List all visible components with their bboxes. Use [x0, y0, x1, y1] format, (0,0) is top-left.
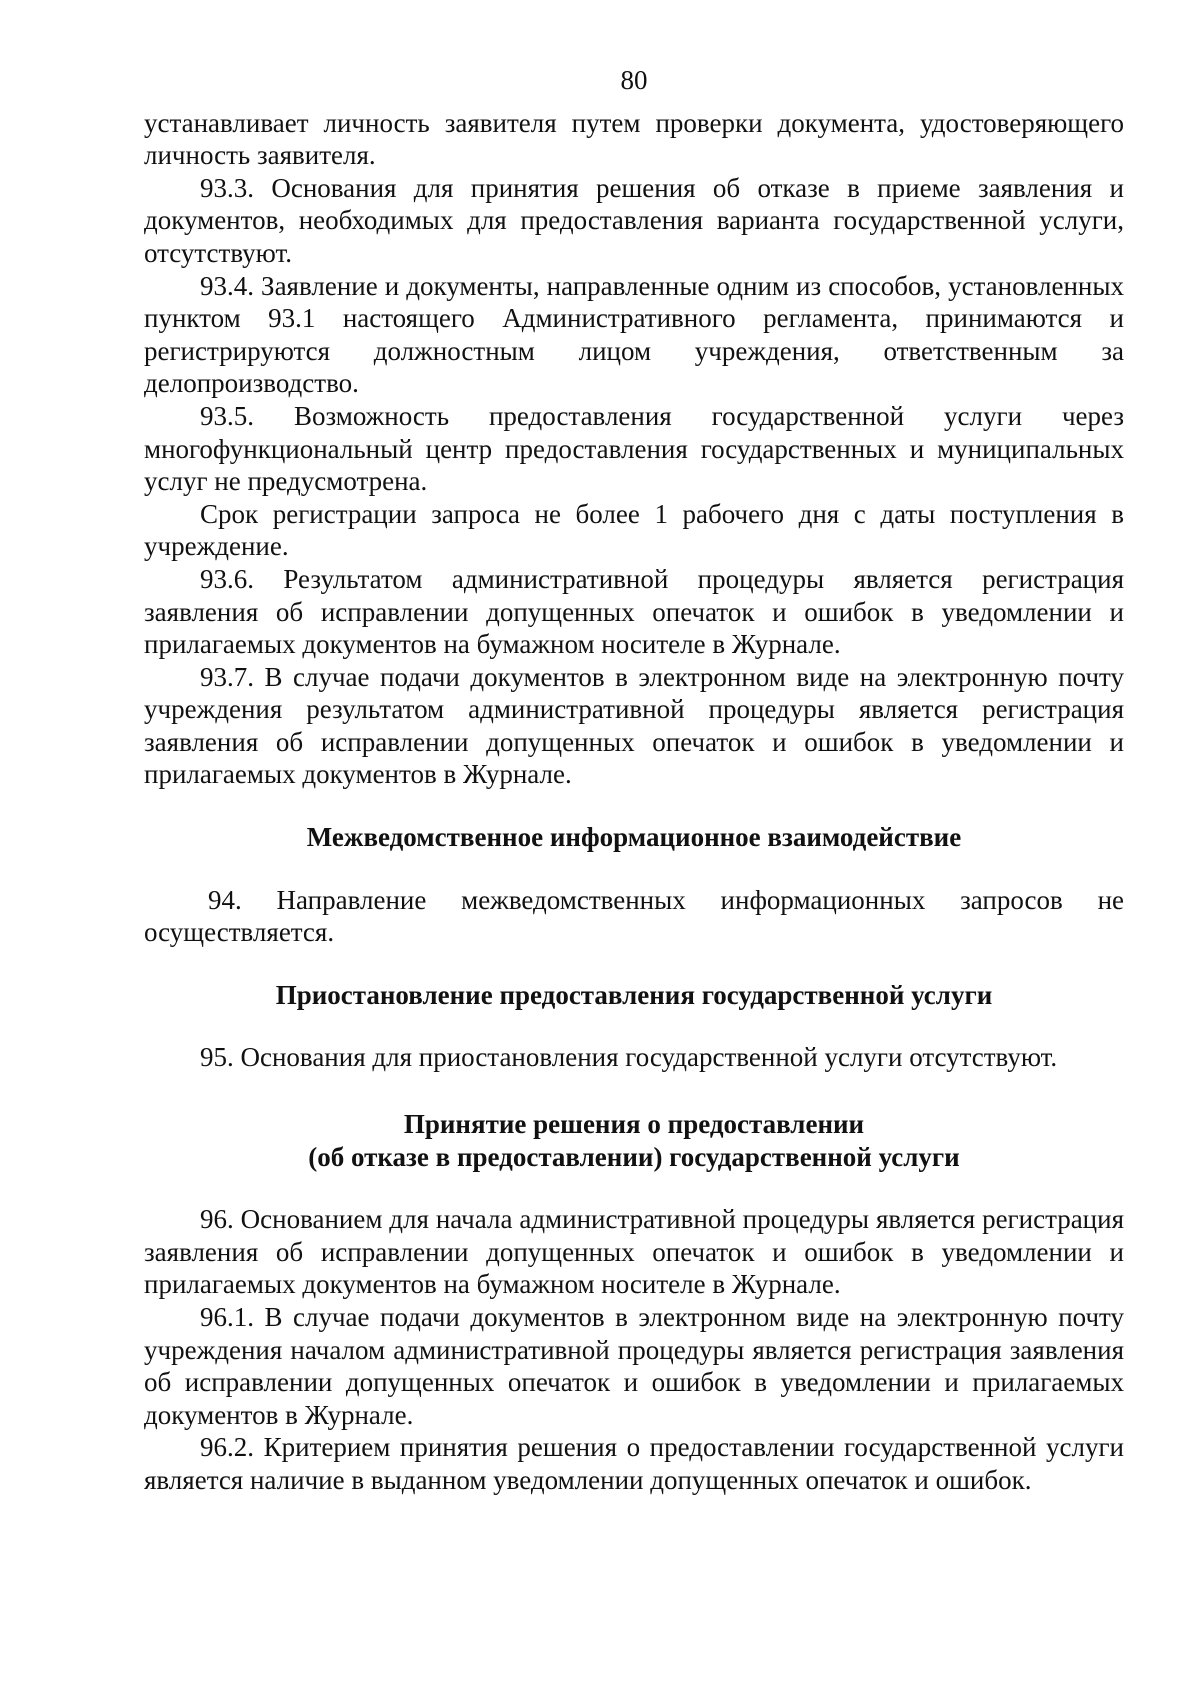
- paragraph-94: 94. Направление межведомственных информационных запросов не осуществляется.: [144, 884, 1124, 948]
- paragraph-93-4: 93.4. Заявление и документы, направленные одним из способов, установленных пунктом 93.1 настоящего Административного регламента, принимаются и регистрируются должностным лицом учреждения, ответственным за делопроизводство.: [144, 270, 1124, 399]
- document-page: [144, 64, 1124, 1497]
- heading-suspension: Приостановление предоставления государственной услуги: [275, 979, 993, 1010]
- paragraph-93-5: 93.5. Возможность предоставления государственной услуги через многофункциональный центр предоставления государственных и муниципальных услуг не предусмотрена.: [144, 400, 1124, 497]
- paragraph-continuation: устанавливает личность заявителя путем проверки документа, удостоверяющего личность заявителя.: [144, 107, 1124, 171]
- paragraph-96-1: 96.1. В случае подачи документов в электронном виде на электронную почту учреждения началом административной процедуры является регистрация заявления об исправлении допущенных опечаток и ошибок в уведомлении и прилагаемых документов в Журнале.: [144, 1302, 1124, 1430]
- paragraph-95: 95. Основания для приостановления государственной услуги отсутствуют.: [200, 1042, 1058, 1073]
- paragraph-93-7: 93.7. В случае подачи документов в электронном виде на электронную почту учреждения результатом административной процедуры является регистрация заявления об исправлении допущенных опечаток и ошибок в уведомлении и прилагаемых документов в Журнале.: [144, 661, 1124, 790]
- paragraph-96: 96. Основанием для начала административной процедуры является регистрация заявления об исправлении допущенных опечаток и ошибок в уведомлении и прилагаемых документов на бумажном носителе в Журнале.: [144, 1204, 1124, 1300]
- paragraph-registration-term: Срок регистрации запроса не более 1 рабочего дня с даты поступления в учреждение.: [144, 498, 1124, 562]
- heading-interagency-interaction: Межведомственное информационное взаимодействие: [306, 822, 962, 853]
- heading-decision-block: [144, 1108, 1124, 1173]
- paragraph-96-2: 96.2. Критерием принятия решения о предоставлении государственной услуги является наличие в выданном уведомлении допущенных опечаток и ошибок.: [144, 1432, 1124, 1495]
- heading-decision-line-2: (об отказе в предоставлении) государственной услуги: [308, 1141, 960, 1172]
- paragraph-93-6: 93.6. Результатом административной процедуры является регистрация заявления об исправлении допущенных опечаток и ошибок в уведомлении и прилагаемых документов на бумажном носителе в Журнале.: [144, 563, 1124, 660]
- heading-decision-line-1: Принятие решения о предоставлении: [403, 1109, 865, 1140]
- paragraph-93-3: 93.3. Основания для принятия решения об отказе в приеме заявления и документов, необходимых для предоставления варианта государственной услуги, отсутствуют.: [144, 172, 1124, 268]
- page-number: 80: [620, 65, 648, 95]
